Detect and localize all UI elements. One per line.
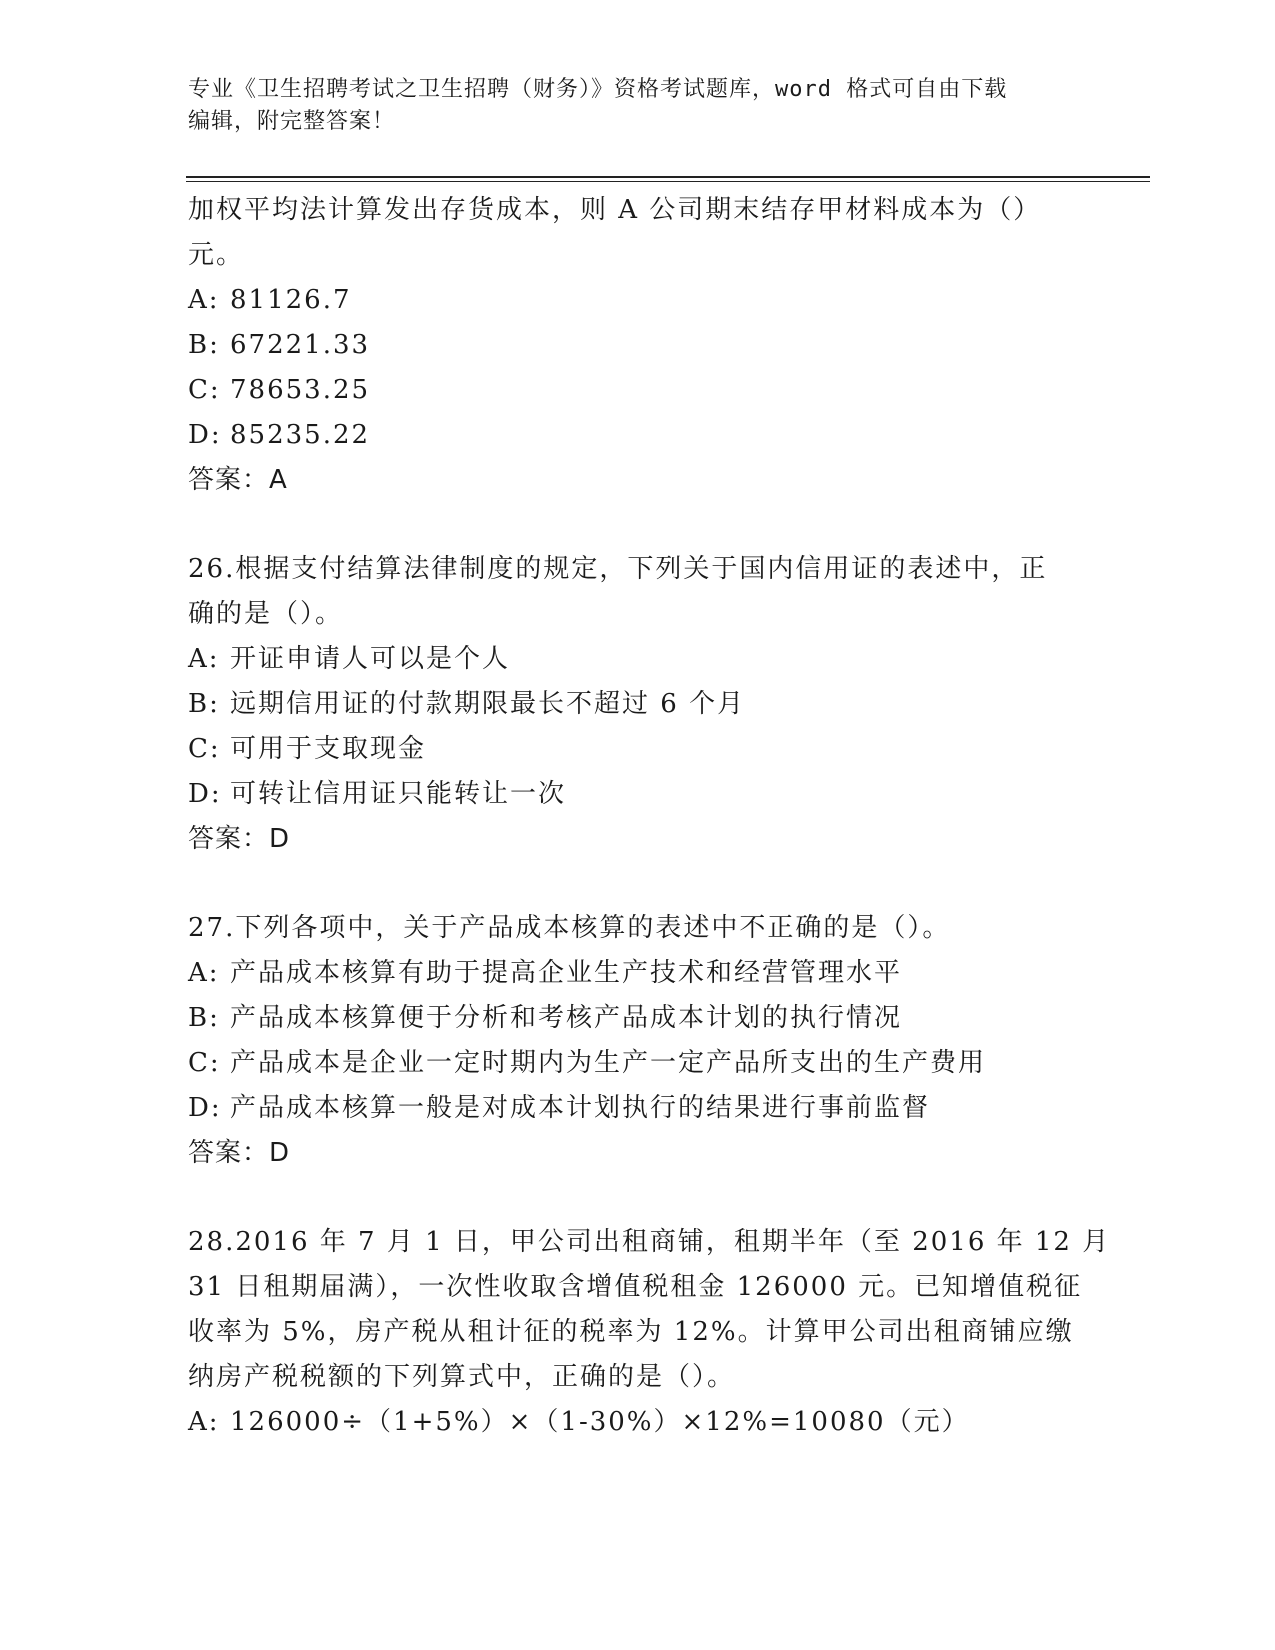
question-stem-line: 收率为 5%，房产税从租计征的税率为 12%。计算甲公司出租商铺应缴: [188, 1317, 1074, 1347]
option-d: [188, 1086, 1088, 1131]
option-a: [188, 951, 1088, 996]
option-label: A:: [188, 958, 220, 988]
header-line-1: 专业《卫生招聘考试之卫生招聘（财务）》资格考试题库，word 格式可自由下载: [188, 77, 1008, 102]
option-label: B:: [188, 330, 220, 360]
option-b: [188, 682, 1088, 727]
answer-line: 答案：D: [188, 1138, 291, 1168]
option-text: 可用于支取现金: [230, 734, 427, 764]
option-a: [188, 637, 1088, 682]
option-c: [188, 1041, 1088, 1086]
question-stem-line: 31 日租期届满），一次性收取含增值税租金 126000 元。已知增值税征: [188, 1272, 1083, 1302]
option-text: 远期信用证的付款期限最长不超过 6 个月: [230, 689, 746, 719]
option-a: [188, 1400, 1088, 1445]
option-text: 产品成本是企业一定时期内为生产一定产品所支出的生产费用: [230, 1048, 987, 1078]
question-28: [188, 1220, 1111, 1445]
spacer: [188, 862, 1088, 906]
option-c: [188, 727, 1088, 772]
question-stem-line: 元。: [188, 240, 245, 270]
option-d: [188, 772, 1088, 817]
option-b: [188, 323, 1088, 368]
question-25: [188, 188, 1088, 503]
option-label: D:: [188, 420, 222, 450]
option-text: 开证申请人可以是个人: [230, 644, 511, 674]
option-text: 81126.7: [230, 285, 352, 315]
question-content: [188, 188, 1111, 1445]
option-text: 产品成本核算便于分析和考核产品成本计划的执行情况: [230, 1003, 903, 1033]
answer-line: 答案：D: [188, 824, 291, 854]
question-26: [188, 547, 1088, 862]
option-label: D:: [188, 1093, 222, 1123]
option-text: 78653.25: [230, 375, 371, 405]
question-stem-line: 27.下列各项中，关于产品成本核算的表述中不正确的是（）。: [188, 913, 951, 943]
question-stem-line: 加权平均法计算发出存货成本，则 A 公司期末结存甲材料成本为（）: [188, 195, 1042, 225]
header-line-2: 编辑，附完整答案！: [188, 109, 396, 134]
option-d: [188, 413, 1088, 458]
option-text: 67221.33: [230, 330, 371, 360]
option-text: 产品成本核算有助于提高企业生产技术和经营管理水平: [230, 958, 903, 988]
question-stem-line: 确的是（）。: [188, 599, 344, 629]
option-label: A:: [188, 285, 220, 315]
option-text: 85235.22: [230, 420, 371, 450]
question-stem-line: 纳房产税税额的下列算式中，正确的是（）。: [188, 1362, 736, 1392]
option-a: [188, 278, 1088, 323]
answer-line: 答案：A: [188, 465, 288, 495]
option-label: C:: [188, 1048, 221, 1078]
document-header: [188, 74, 1068, 138]
header-divider-thin: [186, 181, 1150, 182]
question-stem-line: 28.2016 年 7 月 1 日，甲公司出租商铺，租期半年（至 2016 年 12 月: [188, 1227, 1111, 1257]
spacer: [188, 503, 1088, 547]
option-text: 可转让信用证只能转让一次: [230, 779, 567, 809]
option-label: C:: [188, 375, 221, 405]
option-b: [188, 996, 1088, 1041]
option-label: A:: [188, 644, 220, 674]
option-label: C:: [188, 734, 221, 764]
option-text: 126000÷（1+5%）×（1-30%）×12%=10080（元）: [230, 1407, 970, 1437]
option-label: D:: [188, 779, 222, 809]
question-27: [188, 906, 1088, 1176]
question-stem-line: 26.根据支付结算法律制度的规定，下列关于国内信用证的表述中，正: [188, 554, 1048, 584]
spacer: [188, 1176, 1088, 1220]
option-label: B:: [188, 1003, 220, 1033]
option-text: 产品成本核算一般是对成本计划执行的结果进行事前监督: [230, 1093, 931, 1123]
option-label: A:: [188, 1407, 220, 1437]
header-divider-thick: [186, 176, 1150, 178]
option-c: [188, 368, 1088, 413]
option-label: B:: [188, 689, 220, 719]
